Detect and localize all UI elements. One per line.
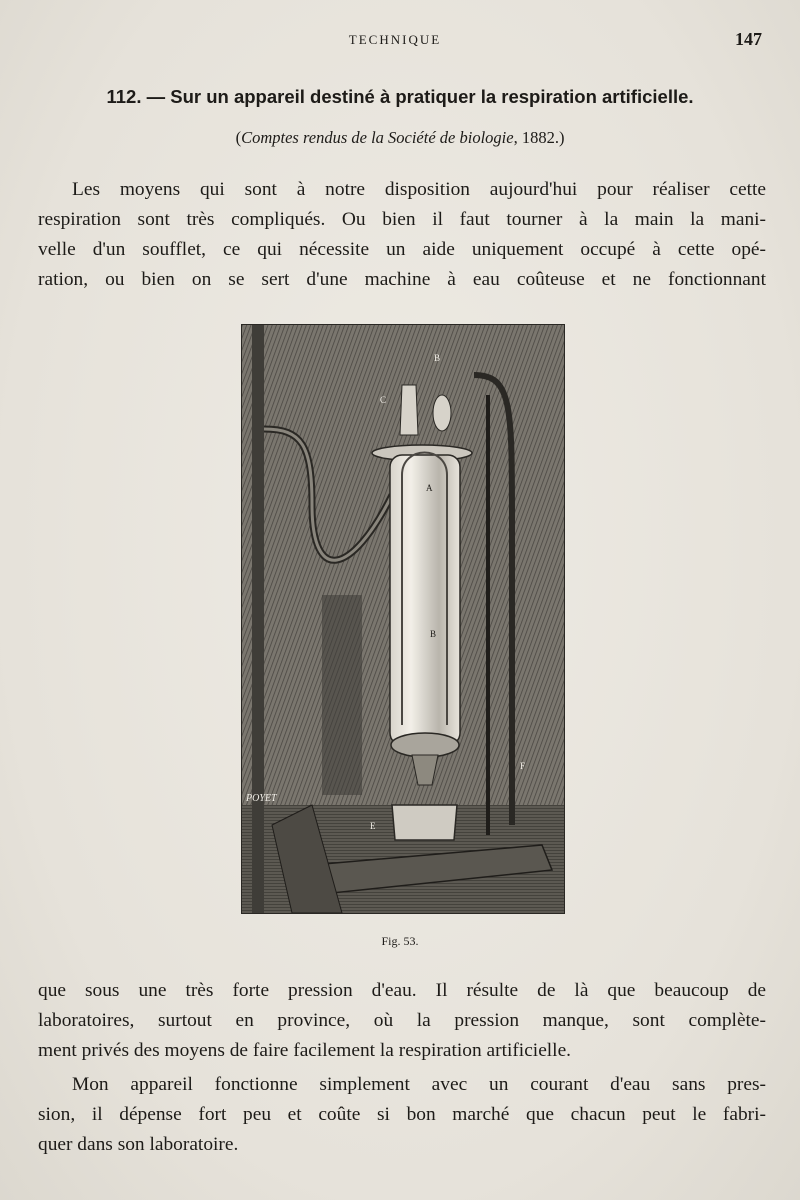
paragraph-3 (38, 1070, 766, 1160)
collecting-basin (392, 805, 457, 840)
glass-cylinder (390, 455, 460, 745)
apparatus-shadow (322, 595, 362, 795)
source-open: ( (235, 128, 242, 147)
figure-caption: Fig. 53. (381, 934, 419, 948)
running-title: TECHNIQUE (348, 32, 442, 47)
wall-pipe (252, 325, 264, 913)
text-line: quer dans son laboratoire. (38, 1134, 239, 1155)
paragraph-1 (38, 175, 766, 295)
source-year: , 1882.) (513, 128, 565, 147)
label-c: C (380, 395, 387, 405)
source-citation (0, 128, 800, 148)
label-f: F (520, 761, 526, 771)
text-line: laboratoires, surtout en province, où la pression manque, sont complète- (38, 1010, 766, 1031)
label-e: E (370, 821, 376, 831)
paragraph-2 (38, 976, 766, 1066)
page-number: 147 (735, 29, 762, 49)
text-line: velle d'un soufflet, ce qui nécessite un aide uniquement occupé à cette opé- (38, 239, 766, 260)
valve-b (433, 395, 451, 431)
text-line: Mon appareil fonctionne simplement avec un courant d'eau sans pres- (72, 1074, 766, 1095)
jar-bottom (391, 733, 459, 757)
text-line: ment privés des moyens de faire facilement la respiration artificielle. (38, 1040, 572, 1061)
text-line: respiration sont très compliqués. Ou bien il faut tourner à la main la mani- (38, 209, 766, 230)
engraver-signature: POYET (246, 793, 277, 804)
label-a: A (426, 483, 433, 493)
text-line: sion, il dépense fort peu et coûte si bon marché que chacun peut le fabri- (38, 1104, 766, 1125)
section-heading: 112. — Sur un appareil destiné à pratiquer la respiration artificielle. (106, 86, 694, 107)
figure-apparatus-engraving (241, 324, 565, 914)
text-line: ration, ou bien on se sert d'une machine à eau coûteuse et ne fonctionnant (38, 269, 766, 290)
text-line: que sous une très forte pression d'eau. Il résulte de là que beaucoup de (38, 980, 766, 1001)
label-b-cylinder: B (430, 629, 437, 639)
label-b-top: B (434, 353, 441, 363)
valve-c (400, 385, 418, 435)
running-head (0, 29, 800, 54)
text-line: Les moyens qui sont à notre disposition aujourd'hui pour réaliser cette (72, 179, 766, 200)
source-journal: Comptes rendus de la Société de biologie (241, 128, 514, 147)
